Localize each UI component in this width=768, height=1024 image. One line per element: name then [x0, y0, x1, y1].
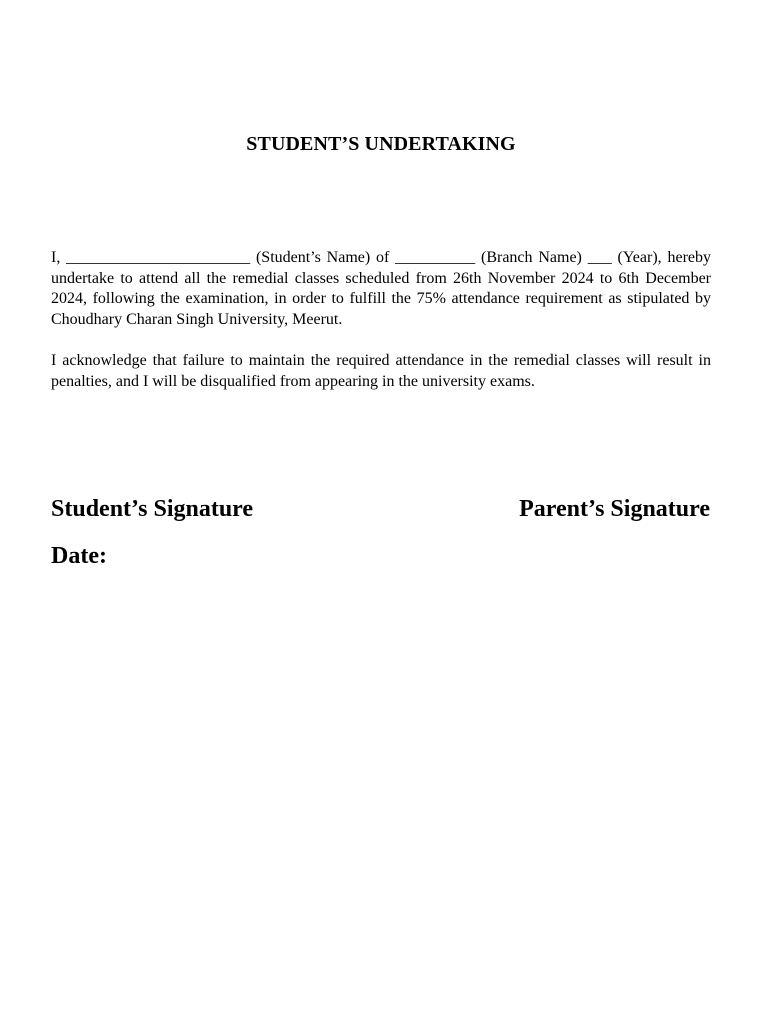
document-title: STUDENT’S UNDERTAKING	[246, 133, 516, 155]
signature-row	[51, 493, 710, 525]
parent-signature-label: Parent’s Signature	[519, 496, 710, 522]
undertaking-paragraph: I, _______________________ (Student’s Name) of __________ (Branch Name) ___ (Year), hereby undertake to attend all the remedial classes scheduled from 26th November 2024 to 6th December 2024, following the examination, in order to fulfill the 75% attendance requirement as stipulated by Choudhary Charan Singh University, Meerut.	[51, 249, 711, 328]
student-signature-label: Student’s Signature	[51, 496, 254, 522]
date-label: Date:	[51, 543, 107, 569]
acknowledgement-paragraph: I acknowledge that failure to maintain the required attendance in the remedial classes will result in penalties, and I will be disqualified from appearing in the university exams.	[51, 352, 711, 390]
